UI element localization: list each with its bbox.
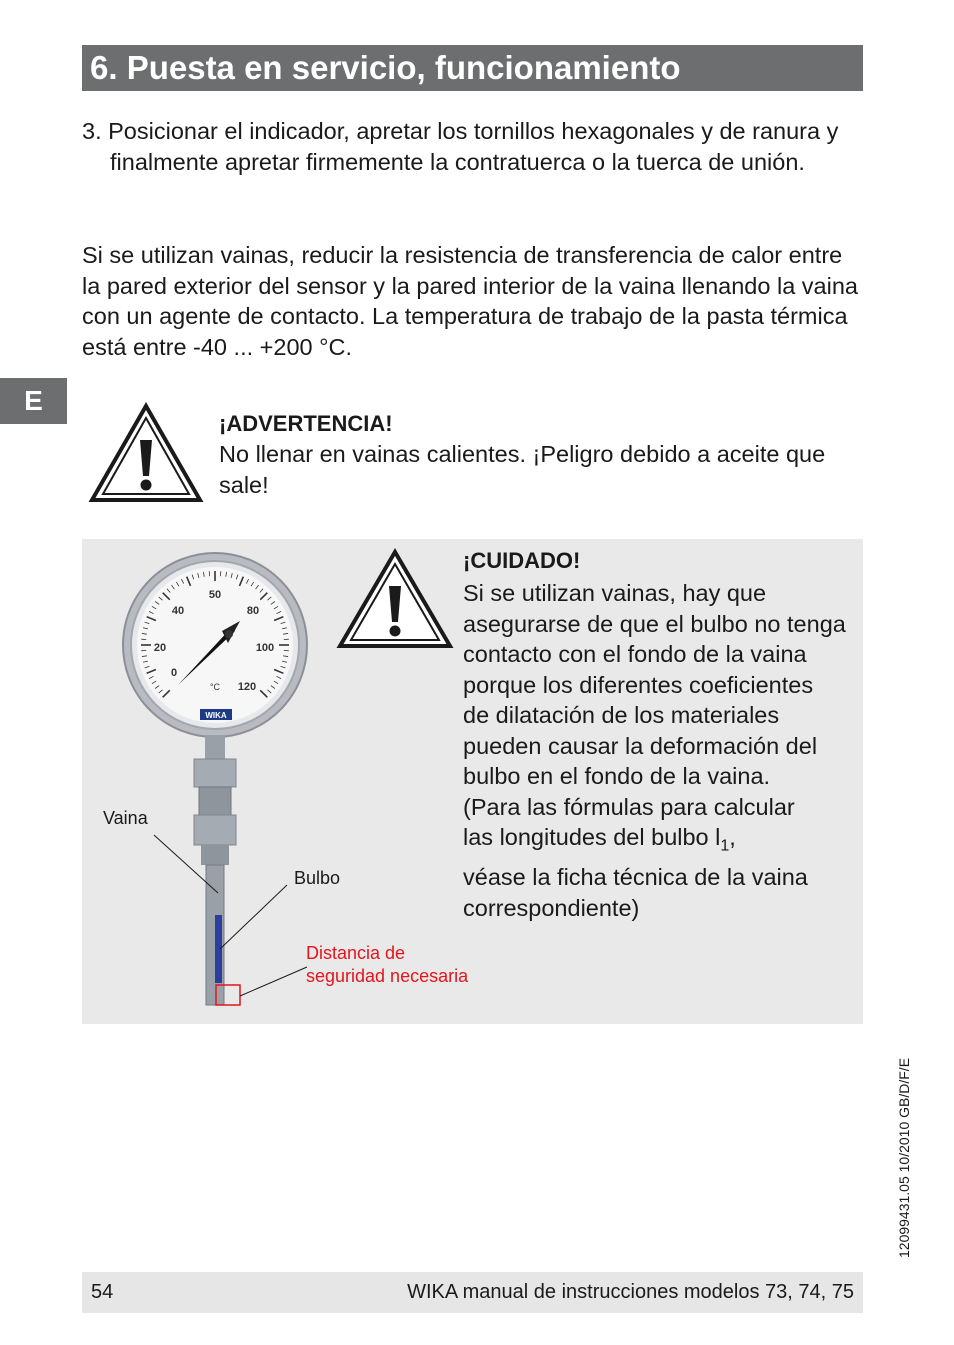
scale-label: 40 [171, 605, 185, 617]
step-3-text [82, 116, 862, 177]
vaina-label: Vaina [103, 808, 148, 828]
section-title: 6. Puesta en servicio, funcionamiento [82, 45, 863, 91]
footer [82, 1272, 863, 1313]
manual-title: WIKA manual de instrucciones modelos 73, 74, 75 [407, 1281, 854, 1303]
caution-line: porque los diferentes coeficientes [463, 671, 814, 698]
scale-label: 50 [208, 589, 222, 601]
caution-line: de dilatación de los materiales [463, 702, 780, 728]
subscript-1: 1 [720, 837, 730, 855]
svg-text:WIKA: WIKA [205, 711, 227, 720]
caution-line: véase la ficha técnica de la vaina [463, 864, 808, 891]
caution-text [463, 578, 863, 923]
scale-label: 120 [237, 681, 257, 693]
caution-line: las longitudes del bulbo $l_1$, [463, 824, 736, 855]
thermowell-paragraph: Si se utilizan vainas, reducir la resistencia de transferencia de calor entre la pared exterior del sensor y la pared interior de la vaina llenando la vaina con un agente de contacto. La temperatura de trabajo de la pasta térmica está entre -40 ... +200 °C. [82, 242, 858, 360]
caution-line: bulbo en el fondo de la vaina. [463, 763, 771, 789]
caution-title: ¡CUIDADO! [463, 548, 581, 573]
safety-distance-label: Distancia de seguridad necesaria [306, 943, 469, 986]
caution-line: Si se utilizan vainas, hay que [463, 580, 767, 606]
caution-line: (Para las fórmulas para calcular [463, 793, 795, 820]
document-code: 12099431.05 10/2010 GB/D/F/E [896, 1057, 912, 1258]
page-number: 54 [91, 1281, 114, 1303]
caution-line: correspondiente) [463, 894, 640, 921]
scale-label: 20 [153, 642, 167, 654]
bulbo-label: Bulbo [294, 868, 341, 888]
scale-label: 0 [170, 667, 178, 679]
warning-triangle-icon [88, 402, 204, 504]
scale-label: 80 [246, 605, 260, 617]
warning-title: ¡ADVERTENCIA! [219, 411, 393, 436]
scale-label: 100 [255, 642, 275, 654]
step-3-body: 3. Posicionar el indicador, apretar los tornillos hexagonales y de ranura y finalmente apretar firmemente la contratuerca o la tuerca de unión. [82, 118, 839, 175]
caution-line: asegurarse de que el bulbo no tenga [463, 610, 846, 637]
warning-text: No llenar en vainas calientes. ¡Peligro debido a aceite que sale! [219, 441, 826, 498]
caution-line: contacto con el fondo de la vaina [463, 641, 807, 667]
caution-line: pueden causar la deformación del [463, 732, 818, 759]
unit-label: °C [209, 682, 221, 692]
bulb [215, 915, 222, 983]
language-tab: E [0, 378, 67, 424]
